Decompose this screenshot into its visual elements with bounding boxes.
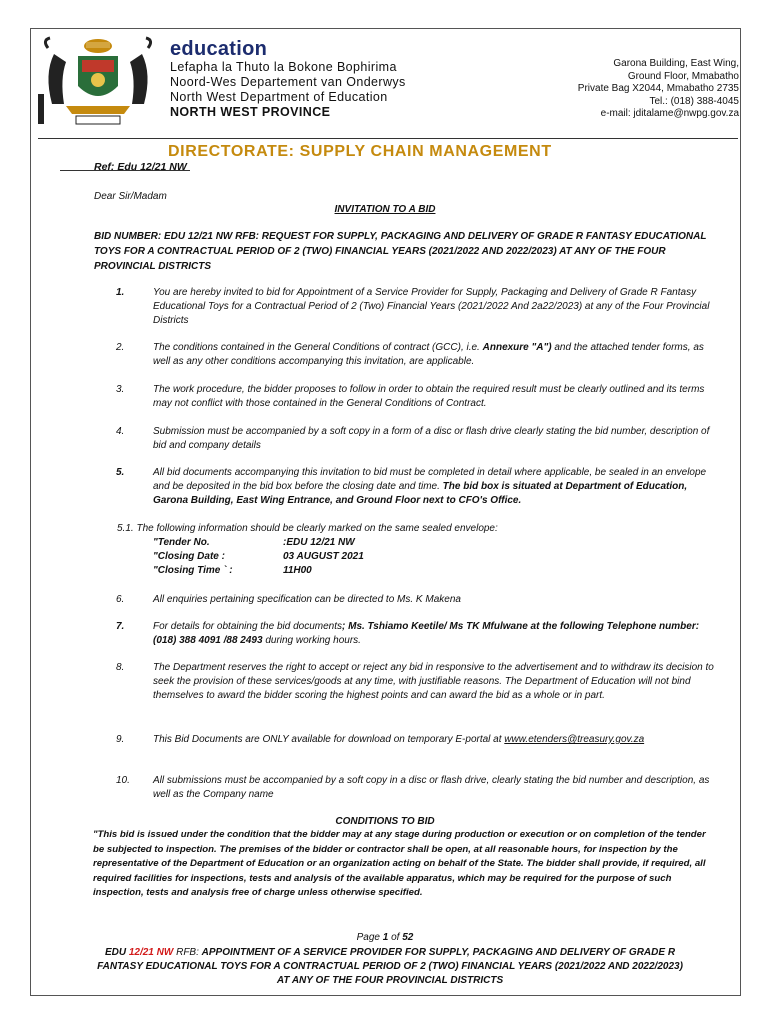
list-item-2 bbox=[116, 341, 714, 369]
dept-title: education bbox=[170, 38, 268, 60]
item-number: 9. bbox=[116, 734, 125, 745]
item-text: All bid documents accompanying this invitation to bid must be completed in detail where applicable, be sealed in an envelope and be deposited in the bid box before the closing date and time. The bid box is situated at Department of Education, Garona Building, East Wing Entrance, and Ground Floor next to CFO's Office. bbox=[153, 467, 707, 506]
item-text: This Bid Documents are ONLY available for download on temporary E-portal at www.etenders@treasury.gov.za bbox=[153, 734, 645, 745]
reference-number: Ref: Edu 12/21 NW bbox=[94, 161, 187, 173]
department-name-block bbox=[170, 38, 406, 120]
item-number: 6. bbox=[116, 594, 125, 605]
list-item-3 bbox=[116, 383, 714, 411]
salutation: Dear Sir/Madam bbox=[94, 191, 167, 202]
item-text: The Department reserves the right to accept or reject any bid in responsive to the advertisement and to withdraw its decision to seek the provision of these services/goods at any time, with justifiable reasons. The Department of Education will not bind themselves to award the bidder scoring the highest points and can award the bid as a whole or in part. bbox=[153, 662, 714, 701]
header-divider bbox=[38, 138, 738, 139]
bid-number-paragraph: BID NUMBER: EDU 12/21 NW RFB: REQUEST FOR SUPPLY, PACKAGING AND DELIVERY OF GRADE R FANTASY EDUCATIONAL TOYS FOR A CONTRACTUAL PERIOD OF 2 (TWO) FINANCIAL YEARS (2021/2022 AND 2022/2023) AT ANY OF THE FOUR PROVINCIAL DISTRICTS bbox=[94, 231, 707, 272]
invitation-heading: INVITATION TO A BID bbox=[334, 204, 436, 215]
item-number: 4. bbox=[116, 426, 125, 437]
contact-line: Ground Floor, Mmabatho bbox=[627, 70, 739, 82]
dept-line-english: North West Department of Education bbox=[170, 90, 388, 104]
item-number: 10. bbox=[116, 775, 130, 786]
contact-line: Tel.: (018) 388-4045 bbox=[649, 95, 739, 107]
list-item-6 bbox=[116, 593, 714, 607]
contact-line: Private Bag X2044, Mmabatho 2735 bbox=[577, 83, 739, 94]
list-item-5 bbox=[116, 466, 714, 508]
item-number: 8. bbox=[116, 662, 125, 673]
item-number: 1. bbox=[116, 287, 125, 298]
contact-block bbox=[578, 58, 739, 121]
item-text: The conditions contained in the General Conditions of contract (GCC), i.e. Annexure "A") and the attached tender forms, as well as any other conditions accompanying this invitation, are applicable. bbox=[153, 342, 704, 367]
item-text: All enquiries pertaining specification can be directed to Ms. K Makena bbox=[153, 594, 461, 605]
coat-of-arms-logo bbox=[34, 34, 162, 130]
dept-line-province: NORTH WEST PROVINCE bbox=[170, 105, 331, 119]
item-number: 5. bbox=[116, 467, 125, 478]
list-item-9 bbox=[116, 733, 714, 747]
dept-line-setswana: Lefapha la Thuto la Bokone Bophirima bbox=[170, 60, 397, 74]
tender-no-row: "Tender No. :EDU 12/21 NW bbox=[153, 537, 355, 548]
closing-time-row: "Closing Time ` : 11H00 bbox=[153, 565, 312, 576]
closing-date-row: "Closing Date : 03 AUGUST 2021 bbox=[153, 551, 364, 562]
item-text: Submission must be accompanied by a soft copy in a form of a disc or flash drive clearly stating the bid number, description of bid and company details bbox=[153, 426, 710, 451]
etenders-link[interactable]: www.etenders@treasury.gov.za bbox=[504, 734, 645, 745]
item-text: All submissions must be accompanied by a soft copy in a disc or flash drive, clearly stating the bid number and description, as well as the Company name bbox=[153, 775, 710, 800]
item-number: 2. bbox=[116, 342, 125, 353]
list-item-4 bbox=[116, 425, 714, 453]
list-item-10 bbox=[116, 774, 714, 802]
directorate-title: DIRECTORATE: SUPPLY CHAIN MANAGEMENT bbox=[168, 143, 552, 160]
sub-item-5-1: 5.1. The following information should be clearly marked on the same sealed envelope: bbox=[117, 523, 498, 534]
item-text: You are hereby invited to bid for Appointment of a Service Provider for Supply, Packaging and Delivery of Grade R Fantasy Educational Toys for a Contractual Period of 2 (Two) Financial Years (2021/2022 And 2a22/2023) at any of the Four Provincial Districts bbox=[153, 287, 710, 326]
item-number: 3. bbox=[116, 384, 125, 395]
list-item-7 bbox=[116, 620, 714, 648]
dept-line-afrikaans: Noord-Wes Departement van Onderwys bbox=[170, 75, 406, 89]
list-item-1 bbox=[116, 286, 714, 328]
conditions-heading: CONDITIONS TO BID bbox=[335, 816, 435, 827]
footer-title: EDU 12/21 NW RFB: APPOINTMENT OF A SERVICE PROVIDER FOR SUPPLY, PACKAGING AND DELIVERY OF GRADE R FANTASY EDUCATIONAL TOYS FOR A CONTRACTUAL PERIOD OF 2 (TWO) FINANCIAL YEARS (2021/2022 AND 2022/2023) AT ANY OF THE FOUR PROVINCIAL DISTRICTS bbox=[97, 947, 683, 986]
page-number: Page 1 of 52 bbox=[356, 932, 414, 943]
item-number: 7. bbox=[116, 621, 125, 632]
list-item-8 bbox=[116, 661, 714, 703]
item-text: The work procedure, the bidder proposes to follow in order to obtain the required result must be clearly outlined and its terms may not conflict with those contained in the General Conditions of Contract. bbox=[153, 384, 705, 409]
contact-line: Garona Building, East Wing, bbox=[613, 58, 739, 69]
contact-email: e-mail: jditalame@nwpg.gov.za bbox=[600, 108, 739, 119]
item-text: For details for obtaining the bid documents; Ms. Tshiamo Keetile/ Ms TK Mfulwane at the following Telephone number: (018) 388 4091 /88 2493 during working hours. bbox=[153, 621, 700, 646]
conditions-paragraph: "This bid is issued under the condition that the bidder may at any stage during production or execution or on completion of the tender be subjected to inspection. The premises of the bidder or contractor shall be open, at all reasonable hours, for inspection by the representative of the Department of Education or an organization acting on behalf of the State. The bidder shall provide, if required, all required facilities for inspections, tests and analysis of the available apparatus, which may be required for the purpose of such inspection, tests and analysis free of charge unless otherwise specified. bbox=[93, 829, 706, 899]
